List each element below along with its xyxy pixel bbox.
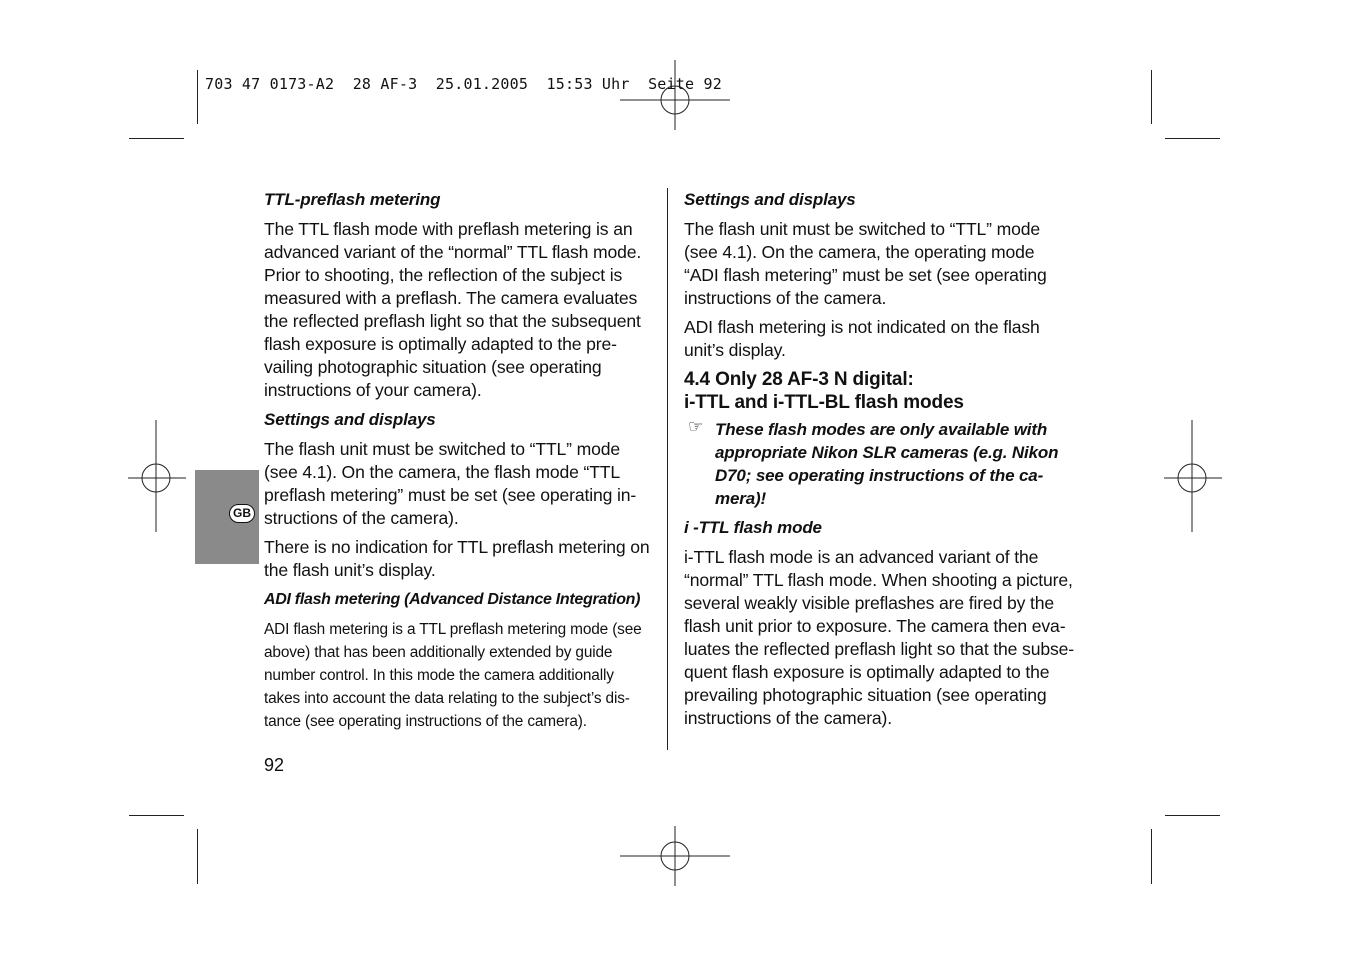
heading-ttl-preflash: TTL-preflash metering: [264, 190, 441, 209]
paragraph-no-indication: There is no indication for TTL preflash metering on the flash unit’s display.: [264, 537, 650, 580]
note-block: [684, 418, 1076, 510]
registration-mark-right-icon: [1164, 420, 1222, 532]
heading-settings-displays-right: Settings and displays: [684, 190, 856, 209]
heading-settings-displays-left: Settings and displays: [264, 410, 436, 429]
paragraph-settings-left: The flash unit must be switched to “TTL” mode (see 4.1). On the camera, the flash mode “TTL preflash metering” must be set (see operating in- structions of the camera).: [264, 439, 637, 528]
crop-mark-bottom-left-horizontal: [129, 815, 184, 816]
paragraph-ittl: i-TTL flash mode is an advanced variant of the “normal” TTL flash mode. When shooting a picture, several weakly visible preflashes are fired by the flash unit prior to exposure. The camera then eva- luates the reflected preflash light so that the subse- quent flash exposure is optimally adapted to the prevailing photographic situation (see operating instructions of the camera).: [684, 547, 1074, 728]
crop-mark-bottom-right-vertical: [1151, 829, 1152, 884]
heading-adi-flash: ADI flash metering (Advanced Distance Integration): [264, 591, 641, 608]
crop-mark-bottom-right-horizontal: [1165, 815, 1220, 816]
crop-mark-top-right-vertical: [1151, 70, 1152, 124]
paragraph-adi-flash: ADI flash metering is a TTL preflash metering mode (see above) that has been additionally extended by guide number control. In this mode the camera additionally takes into account the data relating to the subject’s dis- tance (see operating instructions of the camera).: [264, 621, 642, 730]
section-title-4-4: 4.4 Only 28 AF-3 N digital: i-TTL and i-TTL-BL flash modes: [684, 369, 964, 413]
heading-ittl-flash-mode: i -TTL flash mode: [684, 518, 822, 537]
column-divider: [667, 188, 668, 750]
crop-mark-bottom-left-vertical: [197, 829, 198, 884]
registration-mark-top-icon: [620, 60, 730, 130]
crop-mark-top-left-vertical: [197, 70, 198, 124]
note-text: These flash modes are only available with appropriate Nikon SLR cameras (e.g. Nikon D70; see operating instructions of the ca- mera)!: [715, 420, 1059, 508]
registration-mark-left-icon: [128, 420, 186, 532]
paragraph-adi-display: ADI flash metering is not indicated on the flash unit’s display.: [684, 317, 1040, 360]
left-column: [264, 188, 656, 739]
crop-mark-top-left-horizontal: [129, 138, 184, 139]
registration-mark-bottom-icon: [620, 826, 730, 886]
crop-mark-top-right-horizontal: [1165, 138, 1220, 139]
right-column: [684, 188, 1076, 736]
pointing-hand-icon: ☞: [688, 417, 704, 436]
paragraph-ttl-preflash: The TTL flash mode with preflash metering is an advanced variant of the “normal” TTL flash mode. Prior to shooting, the reflection of the subject is measured with a preflash. The camera evaluates the reflected preflash light so that the subsequent flash exposure is optimally adapted to the pre- vailing photographic situation (see operating instructions of your camera).: [264, 219, 642, 400]
print-slug: 703 47 0173-A2 28 AF-3 25.01.2005 15:53 Uhr Seite 92: [205, 75, 722, 93]
paragraph-settings-right: The flash unit must be switched to “TTL” mode (see 4.1). On the camera, the operating mode “ADI flash metering” must be set (see operating instructions of the camera.: [684, 219, 1047, 308]
page-number: 92: [264, 755, 285, 775]
language-badge: GB: [229, 504, 255, 523]
